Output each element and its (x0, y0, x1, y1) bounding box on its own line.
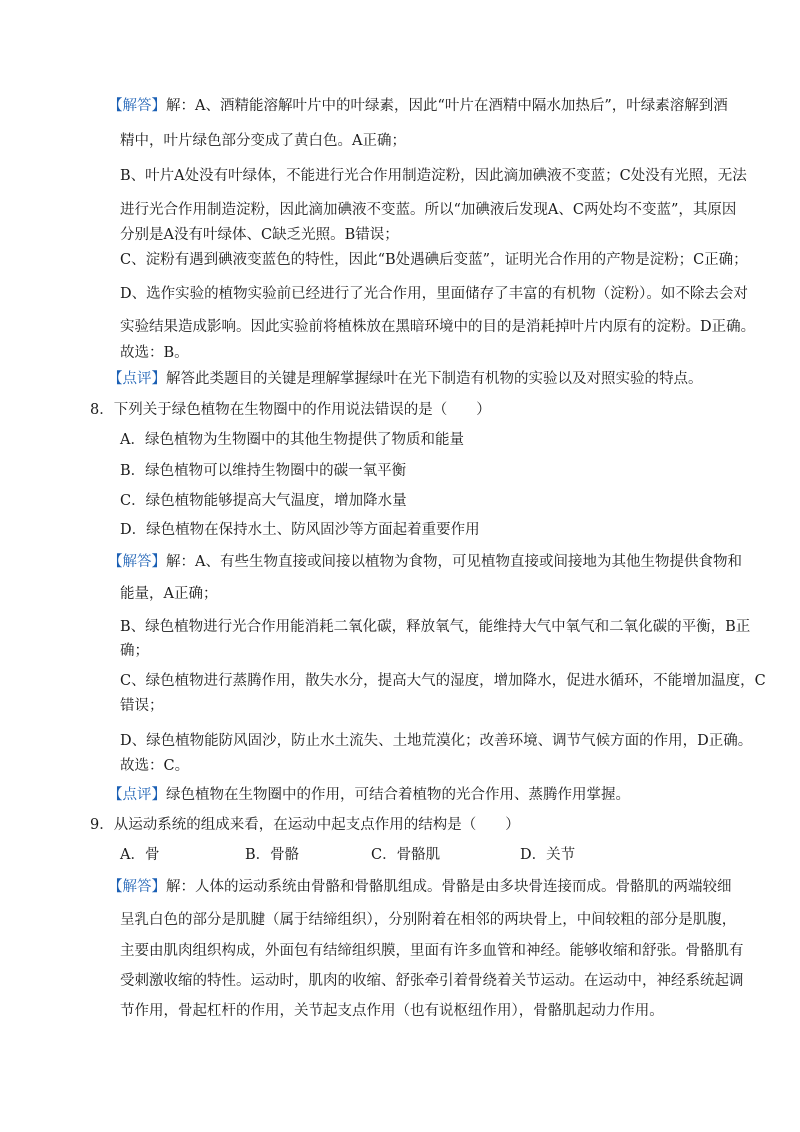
question-8-option-d: D．绿色植物在保持水土、防风固沙等方面起着重要作用 (120, 522, 480, 538)
text-line: D、绿色植物能防风固沙，防止水土流失、土地荒漠化；改善环境、调节气候方面的作用，D正确。 (120, 733, 753, 749)
text-line: D、选作实验的植物实验前已经进行了光合作用，里面储存了丰富的有机物（淀粉）。如不除去会对 (120, 286, 748, 302)
answer-tag: 【解答】 (108, 879, 166, 895)
text-line: 呈乳白色的部分是肌腱（属于结缔组织），分别附着在相邻的两块骨上，中间较粗的部分是肌腹， (120, 912, 737, 928)
text-line: B、绿色植物进行光合作用能消耗二氧化碳，释放氧气，能维持大气中氧气和二氧化碳的平衡，B正 (120, 619, 751, 635)
question-8-stem: 8．下列关于绿色植物在生物圈中的作用说法错误的是（ ） (90, 402, 491, 418)
text-line: 受刺激收缩的特性。运动时，肌肉的收缩、舒张牵引着骨绕着关节运动。在运动中，神经系统起调 (120, 973, 744, 989)
question-8-option-a: A．绿色植物为生物圈中的其他生物提供了物质和能量 (120, 432, 464, 448)
question-8-option-c: C．绿色植物能够提高大气温度，增加降水量 (120, 493, 407, 509)
text-line: 错误； (120, 698, 164, 714)
comment-paragraph-line: 【点评】解答此类题目的关键是理解掌握绿叶在光下制造有机物的实验以及对照实验的特点。 (108, 371, 703, 387)
text-line: C、淀粉有遇到碘液变蓝色的特性，因此“B处遇碘后变蓝”，证明光合作用的产物是淀粉；C正确； (120, 252, 748, 268)
text-line: 能量，A正确； (120, 586, 218, 602)
answer-tag: 【解答】 (108, 98, 166, 114)
answer-paragraph-line: 【解答】解：A、酒精能溶解叶片中的叶绿素，因此“叶片在酒精中隔水加热后”，叶绿素溶解到酒 (108, 98, 728, 114)
answer-paragraph-line: 【解答】解：A、有些生物直接或间接以植物为食物，可见植物直接或间接地为其他生物提供食物和 (108, 554, 742, 570)
comment-paragraph-line: 【点评】绿色植物在生物圈中的作用，可结合着植物的光合作用、蒸腾作用掌握。 (108, 787, 630, 803)
answer-paragraph-line: 【解答】解：人体的运动系统由骨骼和骨骼肌组成。骨骼是由多块骨连接而成。骨骼肌的两端较细 (108, 879, 732, 895)
comment-tag: 【点评】 (108, 371, 166, 387)
text-line: 精中，叶片绿色部分变成了黄白色。A正确； (120, 133, 406, 149)
text-line: 分别是A没有叶绿体、C缺乏光照。B错误； (120, 227, 399, 243)
comment-tag: 【点评】 (108, 787, 166, 803)
text-line: 故选：B。 (120, 345, 189, 361)
question-9-stem: 9．从运动系统的组成来看，在运动中起支点作用的结构是（ ） (90, 817, 520, 833)
question-9-option-b: B．骨骼 (245, 847, 300, 863)
text-line: 节作用，骨起杠杆的作用，关节起支点作用（也有说枢纽作用），骨骼肌起动力作用。 (120, 1003, 664, 1019)
text-line: 进行光合作用制造淀粉，因此滴加碘液不变蓝。所以“加碘液后发现A、C两处均不变蓝”，其原因 (120, 202, 737, 218)
text-line: 主要由肌肉组织构成，外面包有结缔组织膜，里面有许多血管和神经。能够收缩和舒张。骨骼肌有 (120, 943, 744, 959)
answer-tag: 【解答】 (108, 554, 166, 570)
text-line: B、叶片A处没有叶绿体，不能进行光合作用制造淀粉，因此滴加碘液不变蓝；C处没有光照，无法 (120, 168, 747, 184)
text-line: 确； (120, 643, 149, 659)
text-line: C、绿色植物进行蒸腾作用，散失水分，提高大气的湿度，增加降水，促进水循环，不能增加温度，C (120, 673, 766, 689)
question-9-option-d: D．关节 (520, 847, 576, 863)
question-9-option-c: C．骨骼肌 (371, 847, 441, 863)
text-line: 实验结果造成影响。因此实验前将植株放在黑暗环境中的目的是消耗掉叶片内原有的淀粉。D正确。 (120, 319, 756, 335)
question-9-option-a: A．骨 (120, 847, 160, 863)
question-8-option-b: B．绿色植物可以维持生物圈中的碳一氧平衡 (120, 463, 407, 479)
text-line: 故选：C。 (120, 758, 190, 774)
